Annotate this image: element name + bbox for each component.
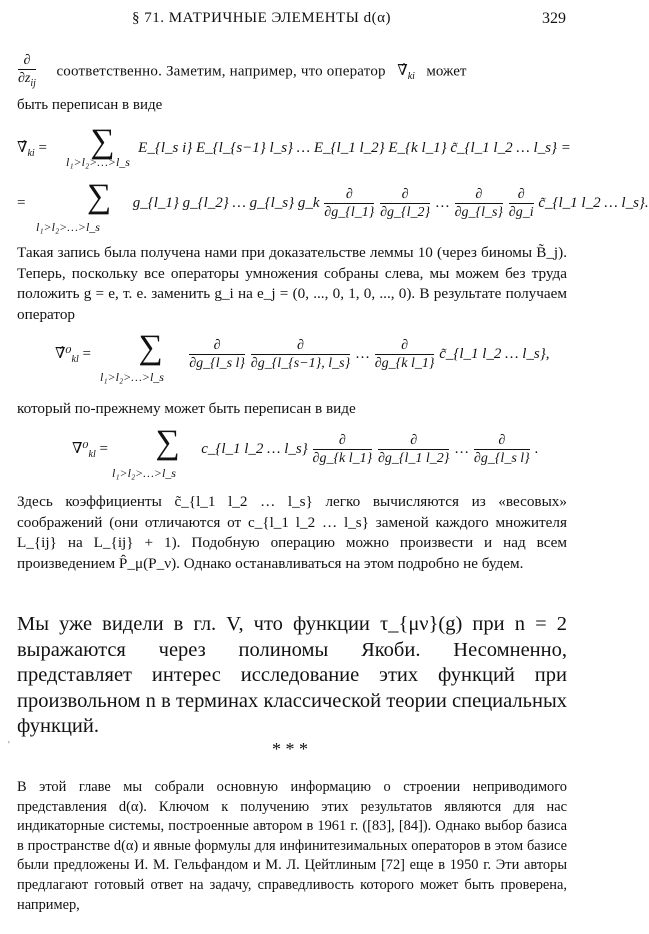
- eq2-tail: c̃_{l_1 l_2 … l_s}.: [538, 195, 649, 211]
- eq2-equals: =: [17, 195, 26, 211]
- eq4-tail: .: [534, 441, 539, 457]
- eq4-dots: …: [454, 441, 470, 457]
- eq2-dots: …: [434, 195, 450, 211]
- eq2-sum-symbol: ∑: [86, 178, 112, 215]
- frac-numerator: ∂: [18, 52, 36, 70]
- section-separator: * * *: [272, 739, 308, 759]
- paragraph-4: Здесь коэффициенты c̃_{l_1 l_2 … l_s} легко вычисляются из «весовых» соображений (они отличаются от c_{l_1 l_2 … l_s} заменой каждого множителя L_{ij} на L_{ij} + 1). Подобную операцию можно произвести и над всем произведением P̂_μ(P_ν). Однако останавливаться на этом подробно не будем.: [17, 493, 567, 572]
- eq2-frac-2: $\frac{\partial}{\partial g\_\{l\_2\}}$: [380, 187, 431, 221]
- eq4-lhs: $\nabla^0_{kl}$: [72, 441, 96, 460]
- para1-fraction: [18, 52, 36, 92]
- eq3-frac-1: $\frac{\partial}{\text{∂g\_\{l\_s l\}}}$: [189, 338, 246, 372]
- frac-denominator: $\partial z_{ij}$: [18, 71, 36, 89]
- eq3-dots: …: [354, 346, 370, 362]
- eq4-coef: c_{l_1 l_2 … l_s}: [201, 441, 308, 457]
- eq1-body: E_{l_s i} E_{l_{s−1} l_s} … E_{l_1 l_2} E_{k l_1} c̃_{l_1 l_2 … l_s} =: [138, 140, 571, 156]
- page-number: 329: [542, 10, 566, 27]
- eq3-tail: c̃_{l_1 l_2 … l_s},: [439, 346, 550, 362]
- para1-line2: быть переписан в виде: [17, 97, 163, 113]
- eq1-lhs: $\nablâ_{ki}$: [17, 140, 35, 159]
- eq3-frac-3: $\frac{\partial}{\text{∂g\_\{k l\_1\}}}$: [374, 338, 435, 372]
- eq2-body-pre: g_{l_1} g_{l_2} … g_{l_s} g_k: [132, 195, 320, 211]
- equation-3: [55, 329, 550, 372]
- equation-4: [72, 424, 539, 467]
- eq4-frac-3: $\frac{\partial}{\text{∂g\_\{l\_s l\}}}$: [473, 433, 530, 467]
- para1-text-1: соответственно. Заметим, например, что оператор: [56, 63, 386, 80]
- eq4-equals: =: [99, 441, 108, 457]
- running-header: [0, 8, 580, 32]
- paragraph-5: Мы уже видели в гл. V, что функции τ_{μν}(g) при n = 2 выражаются через полиномы Якоби. Несомненно, представляет интерес исследование этих функций при произвольном n в терминах классической теории специальных функций.: [17, 613, 567, 737]
- paragraph-6: В этой главе мы собрали основную информацию о строении неприводимого представления d(α). Ключом к получению этих результатов являются для нас индикаторные системы, построенные автором в 1961 г. ([83], [84]). Однако выбор базиса в пространстве d(α) и явные формулы для инфинитезимальных операторов в этом базисе были предложены И. М. Гельфандом и М. Л. Цейтлиным [72] еще в 1950 г. Эти авторы предлагают готовый ответ на задачу, справедливость которого может быть проверена, например,: [17, 779, 567, 913]
- eq4-sum-symbol: ∑: [155, 424, 180, 461]
- eq4-frac-1: $\frac{\partial}{\text{∂g\_\{k l\_1\}}}$: [312, 433, 373, 467]
- para1-line1: [17, 52, 466, 92]
- eq3-frac-2: $\frac{\partial}{\partial g\_\{l\_\{s-1\}, l\_s\}}$: [250, 338, 351, 372]
- eq3-equals: =: [82, 346, 91, 362]
- operator-nabla: $\nablâ_{ki}$: [397, 63, 415, 83]
- header-title: § 71. МАТРИЧНЫЕ ЭЛЕМЕНТЫ d(α): [132, 10, 391, 26]
- para1-text-end: может: [426, 63, 467, 80]
- eq2-frac-3: $\frac{\partial}{\partial g\_\{l\_s\}}$: [454, 187, 504, 221]
- eq1-equals: =: [38, 140, 47, 156]
- eq3-lhs: $\nablâ^0_{kl}$: [55, 346, 79, 365]
- eq4-sum-index: l₁>l₂>…>l_s: [112, 466, 176, 480]
- eq2-frac-1: $\frac{\partial}{\partial g\_\{l\_1\}}$: [324, 187, 375, 221]
- equation-2: [17, 178, 649, 221]
- eq1-sum-index: l₁>l₂>…>l_s: [66, 155, 130, 169]
- paragraph-2: Такая запись была получена нами при доказательстве леммы 10 (через биномы B̃_j). Теперь, поскольку все операторы умножения собраны слева, мы можем без труда положить g = e, т. е. заменить g_i на e_j = (0, ..., 0, 1, 0, ..., 0). В результате получаем оператор: [17, 244, 567, 323]
- eq3-sum-symbol: ∑: [138, 329, 163, 366]
- eq4-frac-2: $\frac{\partial}{\partial g\_\{l\_1 l\_2\}}$: [378, 433, 450, 467]
- eq1-sum-symbol: ∑: [90, 123, 115, 160]
- eq2-sum-index: l₁>l₂>…>l_s: [36, 220, 100, 234]
- eq2-frac-4: $\frac{\partial}{\partial g\_i}$: [508, 187, 534, 221]
- paragraph-3: который по-прежнему может быть переписан в виде: [17, 400, 356, 417]
- eq3-sum-index: l₁>l₂>…>l_s: [100, 370, 164, 384]
- margin-mark: ': [8, 740, 10, 751]
